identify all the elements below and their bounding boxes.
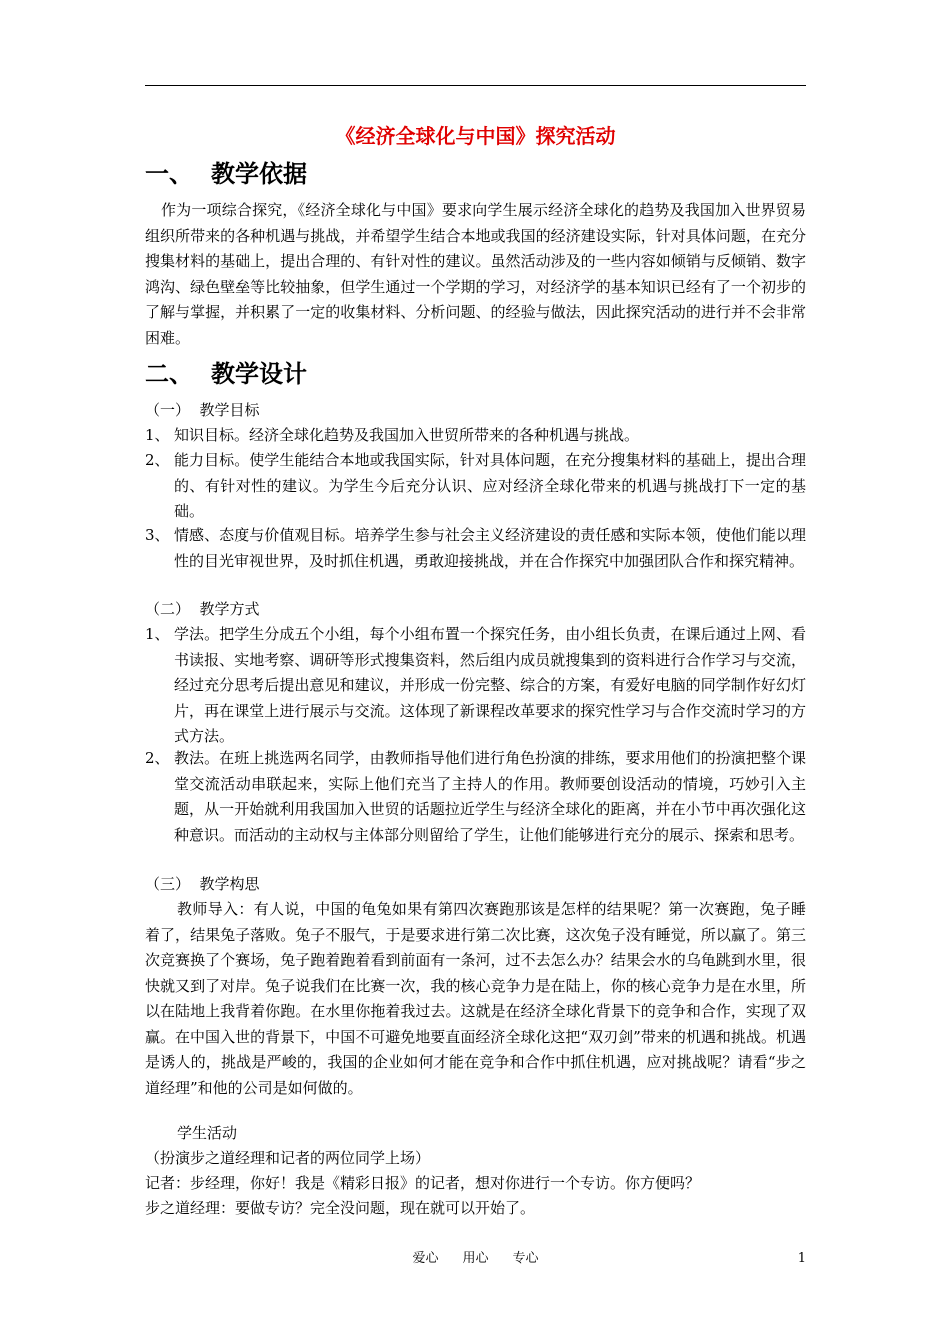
subsection-label-concept: （三） 教学构思 <box>145 875 260 893</box>
list-number: 2、 <box>145 749 170 767</box>
document-title: 《经济全球化与中国》探究活动 <box>335 124 616 148</box>
list-number: 1、 <box>145 625 170 643</box>
list-text: 情感、态度与价值观目标。培养学生参与社会主义经济建设的责任感和实际本领，使他们能以理性的目光审视世界，及时抓住机遇，勇敢迎接挑战，并在合作探究中加强团队合作和探究精神。 <box>174 526 806 570</box>
list-text: 能力目标。使学生能结合本地或我国实际，针对具体问题，在充分搜集材料的基础上，提出合理的、有针对性的建议。为学生今后充分认识、应对经济全球化带来的机遇与挑战打下一定的基础。 <box>174 451 806 520</box>
list-item <box>145 423 806 449</box>
section-title: 教学设计 <box>211 359 307 388</box>
list-item <box>145 746 806 848</box>
subsection-label-goals: （一） 教学目标 <box>145 401 260 419</box>
teacher-intro-paragraph: 教师导入：有人说，中国的龟兔如果有第四次赛跑那该是怎样的结果呢？第一次赛跑，兔子睡着了，结果兔子落败。兔子不服气，于是要求进行第二次比赛，这次兔子没有睡觉，所以赢了。第三次竞赛换了个赛场，兔子跑着跑着看到前面有一条河，过不去怎么办？结果会水的乌龟跳到水里，很快就又到了对岸。兔子说我们在比赛一次，我的核心竞争力是在陆上，你的核心竞争力是在水里，所以在陆地上我背着你跑。在水里你拖着我过去。这就是在经济全球化背景下的竞争和合作，实现了双赢。在中国入世的背景下，中国不可避免地要直面经济全球化这把“双刃剑”带来的机遇和挑战。机遇是诱人的，挑战是严峻的，我国的企业如何才能在竞争和合作中抓住机遇，应对挑战呢？请看“步之道经理”和他的公司是如何做的。 <box>145 900 806 1097</box>
header-rule <box>145 85 806 86</box>
dialogue-line: 记者：步经理，你好！我是《精彩日报》的记者，想对你进行一个专访。你方便吗？ <box>145 1174 701 1192</box>
section-title: 教学依据 <box>211 159 307 188</box>
footer-motto <box>145 1250 806 1268</box>
dialogue-line: 步之道经理：要做专访？完全没问题，现在就可以开始了。 <box>145 1199 536 1217</box>
list-item <box>145 523 806 574</box>
list-number: 1、 <box>145 426 170 444</box>
section-1-body: 作为一项综合探究，《经济全球化与中国》要求向学生展示经济全球化的趋势及我国加入世界贸易组织所带来的各种机遇与挑战，并希望学生结合本地或我国的经济建设实际，针对具体问题，在充分搜集材料的基础上，提出合理的、有针对性的建议。虽然活动涉及的一些内容如倾销与反倾销、数字鸿沟、绿色壁垒等比较抽象，但学生通过一个学期的学习，对经济学的基本知识已经有了一个初步的了解与掌握，并积累了一定的收集材料、分析问题、的经验与做法，因此探究活动的进行并不会非常困难。 <box>145 201 806 347</box>
list-text: 教法。在班上挑选两名同学，由教师指导他们进行角色扮演的排练，要求用他们的扮演把整个课堂交流活动串联起来，实际上他们充当了主持人的作用。教师要创设活动的情境，巧妙引入主题，从一开始就利用我国加入世贸的话题拉近学生与经济全球化的距离，并在小节中再次强化这种意识。而活动的主动权与主体部分则留给了学生，让他们能够进行充分的展示、探索和思考。 <box>174 749 806 844</box>
section-heading-1 <box>145 157 307 191</box>
list-item <box>145 622 806 750</box>
footer-word: 专心 <box>512 1251 539 1266</box>
list-item <box>145 448 806 525</box>
stage-direction: （扮演步之道经理和记者的两位同学上场） <box>145 1149 431 1167</box>
section-heading-2 <box>145 357 307 391</box>
student-activity-label: 学生活动 <box>177 1124 238 1142</box>
list-text: 知识目标。经济全球化趋势及我国加入世贸所带来的各种机遇与挑战。 <box>174 426 640 444</box>
list-text: 学法。把学生分成五个小组，每个小组布置一个探究任务，由小组长负责，在课后通过上网、看书读报、实地考察、调研等形式搜集资料，然后组内成员就搜集到的资料进行合作学习与交流，经过充分思考后提出意见和建议，并形成一份完整、综合的方案，有爱好电脑的同学制作好幻灯片，再在课堂上进行展示与交流。这体现了新课程改革要求的探究性学习与合作交流时学习的方式方法。 <box>174 625 806 745</box>
subsection-label-methods: （二） 教学方式 <box>145 600 260 618</box>
list-number: 3、 <box>145 526 170 544</box>
section-number: 一、 <box>145 159 193 188</box>
list-number: 2、 <box>145 451 170 469</box>
footer-word: 用心 <box>462 1251 489 1266</box>
page-number: 1 <box>797 1251 806 1266</box>
footer-word: 爱心 <box>412 1251 439 1266</box>
section-number: 二、 <box>145 359 193 388</box>
